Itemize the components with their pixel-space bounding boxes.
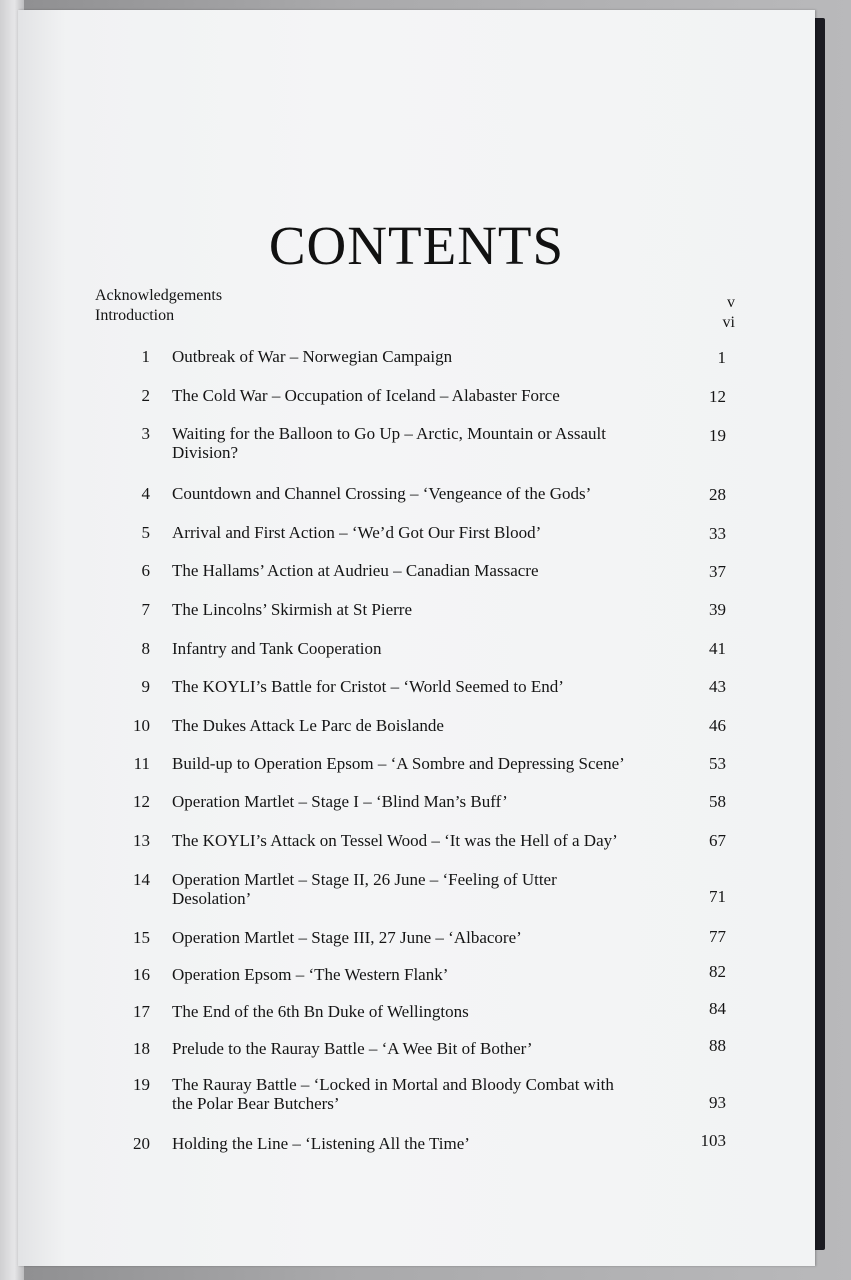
chapter-page-number: 82: [709, 962, 726, 981]
chapter-title: Arrival and First Action – ‘We’d Got Our First Blood’: [172, 523, 542, 542]
chapter-page-number: 41: [709, 639, 726, 658]
chapter-title: The KOYLI’s Battle for Cristot – ‘World Seemed to End’: [172, 677, 564, 696]
chapter-title: The Rauray Battle – ‘Locked in Mortal and Bloody Combat with the Polar Bear Butchers’: [172, 1075, 614, 1113]
chapter-title: The KOYLI’s Attack on Tessel Wood – ‘It was the Hell of a Day’: [172, 831, 618, 850]
chapter-page-number: 53: [709, 754, 726, 773]
chapter-number: 15: [133, 928, 150, 947]
chapter-number: 8: [141, 639, 150, 658]
chapter-title: Operation Martlet – Stage III, 27 June – ‘Albacore’: [172, 928, 522, 947]
front-matter-page: vi: [722, 314, 735, 331]
chapter-title: Countdown and Channel Crossing – ‘Vengeance of the Gods’: [172, 484, 592, 503]
chapter-number: 10: [133, 716, 150, 735]
chapter-page-number: 93: [709, 1093, 726, 1112]
chapter-number: 20: [133, 1134, 150, 1153]
chapter-number: 2: [141, 386, 150, 405]
chapter-number: 14: [133, 870, 150, 889]
chapter-page-number: 1: [717, 348, 726, 367]
chapter-page-number: 67: [709, 831, 726, 850]
chapter-title: The Cold War – Occupation of Iceland – Alabaster Force: [172, 386, 560, 405]
chapter-number: 18: [133, 1039, 150, 1058]
chapter-page-number: 39: [709, 600, 726, 619]
chapter-page-number: 37: [709, 562, 726, 581]
chapter-title: The Dukes Attack Le Parc de Boislande: [172, 716, 444, 735]
chapter-number: 19: [133, 1075, 150, 1094]
chapter-number: 4: [141, 484, 150, 503]
chapter-page-number: 58: [709, 792, 726, 811]
chapter-title: Operation Epsom – ‘The Western Flank’: [172, 965, 449, 984]
chapter-title: Operation Martlet – Stage I – ‘Blind Man’s Buff’: [172, 792, 508, 811]
front-matter-label: Acknowledgements: [95, 287, 223, 304]
chapter-page-number: 33: [709, 524, 726, 543]
book-page: [18, 10, 815, 1266]
chapter-number: 7: [141, 600, 150, 619]
chapter-page-number: 43: [709, 677, 726, 696]
chapter-page-number: 28: [709, 485, 726, 504]
chapter-page-number: 71: [709, 887, 726, 906]
chapter-page-number: 103: [700, 1131, 726, 1150]
chapter-title: Prelude to the Rauray Battle – ‘A Wee Bit of Bother’: [172, 1039, 533, 1058]
chapter-title: Waiting for the Balloon to Go Up – Arctic, Mountain or Assault Division?: [172, 424, 606, 462]
chapter-page-number: 12: [709, 387, 726, 406]
chapter-title: The End of the 6th Bn Duke of Wellingtons: [172, 1002, 469, 1021]
chapter-title: Infantry and Tank Cooperation: [172, 639, 382, 658]
chapter-page-number: 84: [709, 999, 726, 1018]
chapter-number: 6: [141, 561, 150, 580]
chapter-title: Operation Martlet – Stage II, 26 June – ‘Feeling of Utter Desolation’: [172, 870, 557, 908]
chapter-title: Outbreak of War – Norwegian Campaign: [172, 347, 453, 366]
chapter-number: 17: [133, 1002, 150, 1021]
chapter-page-number: 46: [709, 716, 726, 735]
chapter-number: 16: [133, 965, 150, 984]
chapter-title: Build-up to Operation Epsom – ‘A Sombre and Depressing Scene’: [172, 754, 625, 773]
chapter-number: 5: [141, 523, 150, 542]
chapter-number: 3: [141, 424, 150, 443]
chapter-number: 1: [141, 347, 150, 366]
chapter-title: The Hallams’ Action at Audrieu – Canadian Massacre: [172, 561, 539, 580]
front-matter-page: v: [727, 294, 735, 311]
chapter-number: 12: [133, 792, 150, 811]
chapter-number: 9: [141, 677, 150, 696]
chapter-page-number: 77: [709, 927, 726, 946]
chapter-page-number: 19: [709, 426, 726, 445]
page-title: CONTENTS: [268, 215, 565, 276]
front-matter-label: Introduction: [95, 307, 175, 324]
chapter-number: 13: [133, 831, 150, 850]
chapter-page-number: 88: [709, 1036, 726, 1055]
chapter-title: The Lincolns’ Skirmish at St Pierre: [172, 600, 413, 619]
chapter-number: 11: [133, 754, 150, 773]
chapter-title: Holding the Line – ‘Listening All the Time’: [172, 1134, 470, 1153]
